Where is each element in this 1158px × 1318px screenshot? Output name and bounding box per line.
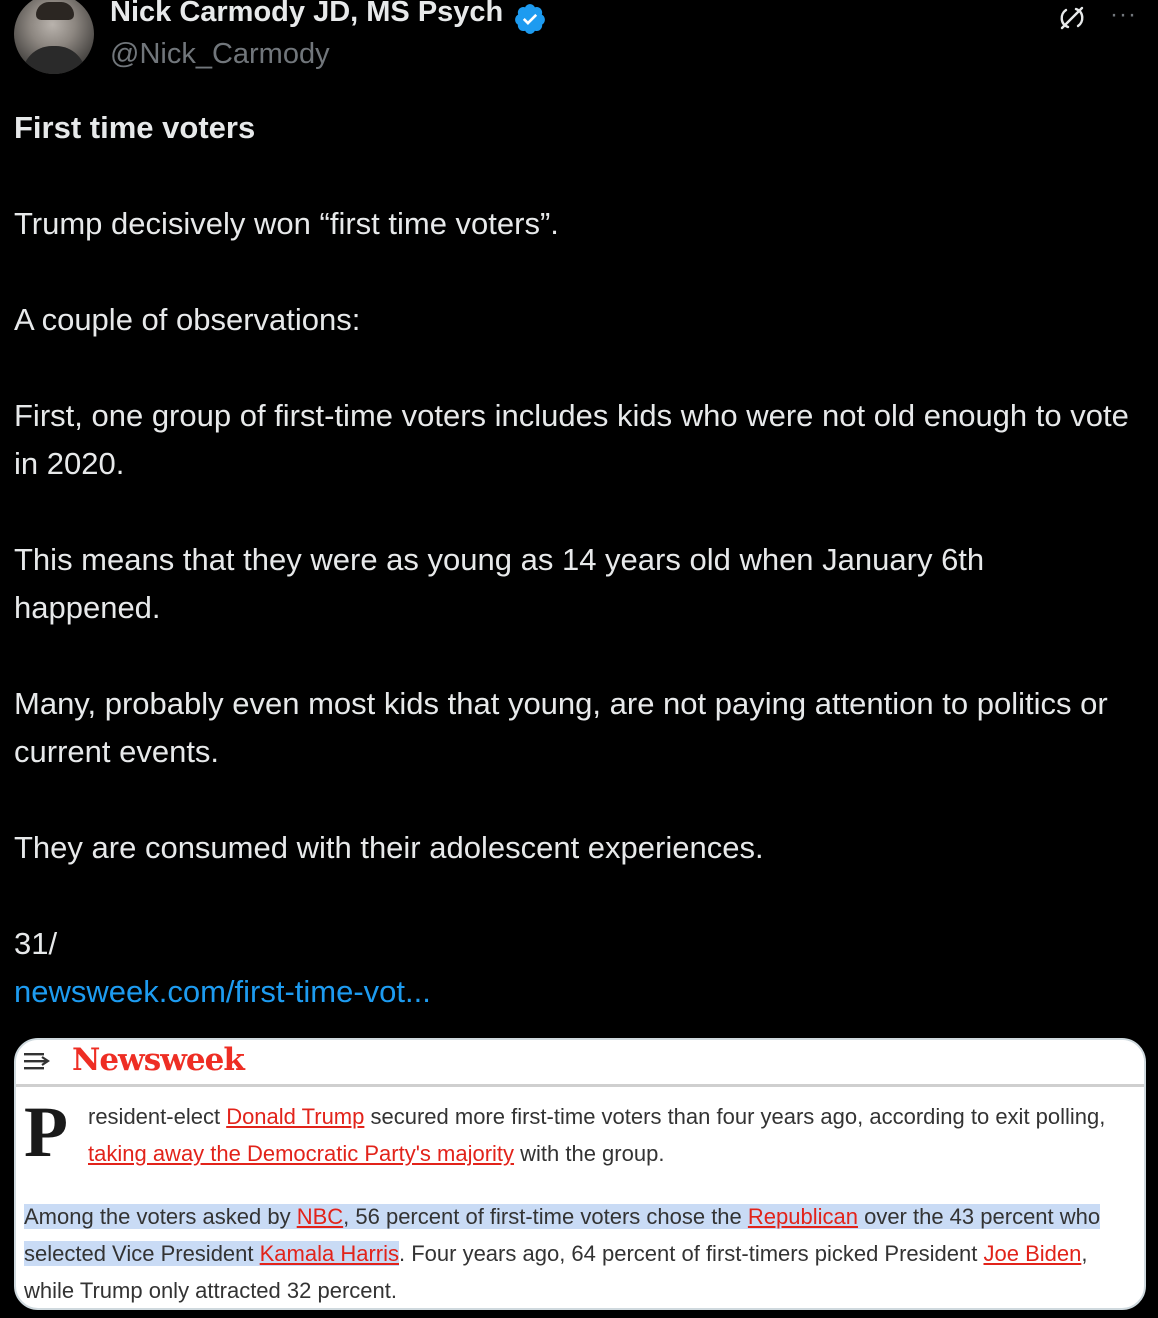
- article-text: secured more first-time voters than four years ago, according to exit polling,: [364, 1104, 1106, 1129]
- article-link[interactable]: newsweek.com/first-time-vot...: [14, 974, 431, 1009]
- thread-counter: 31/: [14, 926, 58, 961]
- tweet-paragraph-2: A couple of observations:: [14, 302, 361, 337]
- more-icon[interactable]: ···: [1110, 1, 1137, 28]
- democratic-majority-link[interactable]: taking away the Democratic Party's majority: [88, 1141, 515, 1166]
- article-text: , 56 percent of first-time voters chose the: [343, 1204, 748, 1229]
- article-paragraph-1: [88, 1098, 1144, 1172]
- donald-trump-link[interactable]: Donald Trump: [226, 1104, 365, 1129]
- tweet-heading: First time voters: [14, 110, 256, 145]
- article-text: with the group.: [514, 1141, 665, 1166]
- avatar-shirt: [22, 46, 86, 74]
- article-paragraph-2: [24, 1198, 1134, 1309]
- article-topbar: [16, 1040, 1144, 1087]
- tweet-paragraph-4: This means that they were as young as 14 years old when January 6th happened.: [14, 542, 985, 625]
- tweet-header: [0, 0, 1158, 90]
- tweet-paragraph-6: They are consumed with their adolescent experiences.: [14, 830, 764, 865]
- kamala-harris-link[interactable]: Kamala Harris: [259, 1241, 399, 1266]
- nbc-link[interactable]: NBC: [296, 1204, 344, 1229]
- article-card[interactable]: [14, 1038, 1146, 1310]
- avatar-hair: [36, 2, 74, 20]
- article-text: . Four years ago, 64 percent of first-timers picked President: [399, 1241, 984, 1266]
- hamburger-menu-icon: [22, 1050, 50, 1072]
- article-text: resident-elect: [88, 1104, 227, 1129]
- handle[interactable]: @Nick_Carmody: [110, 38, 330, 70]
- article-text: over the 43 percent who selected Vice President: [24, 1204, 1101, 1266]
- tweet-paragraph-1: Trump decisively won “first time voters”.: [14, 206, 559, 241]
- avatar[interactable]: [14, 0, 94, 74]
- display-name[interactable]: Nick Carmody JD, MS Psych: [110, 0, 504, 28]
- tweet-paragraph-3: First, one group of first-time voters includes kids who were not old enough to vote in 2020.: [14, 398, 1129, 481]
- article-text: , while Trump only attracted 32 percent.: [24, 1241, 1088, 1303]
- grok-icon[interactable]: [1056, 2, 1088, 34]
- tweet-text: [14, 104, 1134, 1016]
- article-text: Among the voters asked by: [24, 1204, 297, 1229]
- drop-cap: P: [24, 1092, 68, 1172]
- joe-biden-link[interactable]: Joe Biden: [983, 1241, 1082, 1266]
- verified-badge-icon: [513, 2, 547, 36]
- newsweek-logo: Newsweek: [72, 1042, 244, 1078]
- tweet-paragraph-5: Many, probably even most kids that young, are not paying attention to politics or current events.: [14, 686, 1108, 769]
- republican-link[interactable]: Republican: [747, 1204, 858, 1229]
